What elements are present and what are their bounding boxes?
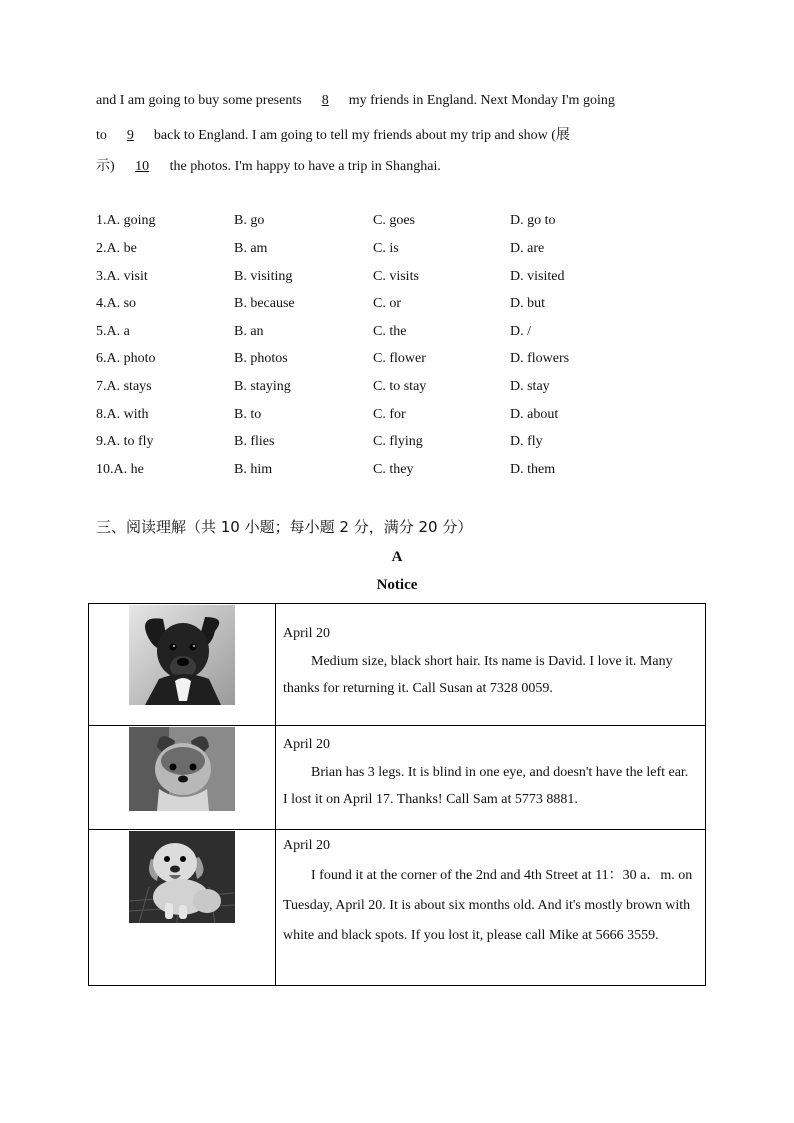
blank-9: 9	[126, 128, 134, 143]
passage-text: my friends in England. Next Monday I'm going	[345, 93, 615, 108]
option-c: C. goes	[373, 213, 415, 228]
option-d: D. visited	[510, 269, 565, 284]
option-a: 9.A. to fly	[96, 434, 154, 449]
passage-text: and I am going to buy some presents	[96, 93, 306, 108]
option-a: 10.A. he	[96, 462, 144, 477]
option-row	[96, 379, 656, 399]
option-a: 7.A. stays	[96, 379, 152, 394]
option-b: B. visiting	[234, 269, 293, 284]
option-d: D. flowers	[510, 351, 570, 366]
option-b: B. am	[234, 241, 268, 256]
option-d: D. them	[510, 462, 556, 477]
option-row	[96, 324, 656, 344]
option-d: D. go to	[510, 213, 556, 228]
option-row	[96, 213, 656, 233]
option-row	[96, 269, 656, 289]
notice-cell	[276, 604, 706, 726]
option-d: D. are	[510, 241, 545, 256]
option-row	[96, 296, 656, 316]
option-c: C. flower	[373, 351, 426, 366]
photo-cell	[89, 726, 276, 830]
option-a: 6.A. photo	[96, 351, 156, 366]
notice-cell	[276, 726, 706, 830]
option-a: 3.A. visit	[96, 269, 148, 284]
notice-text: Medium size, black short hair. Its name is David. I love it. Many thanks for returning it. Call Susan at 7328 0059.	[283, 653, 673, 696]
passage-text: back to England. I am going to tell my friends about my trip and show (展	[150, 128, 570, 143]
section-title: 三、阅读理解（共 10 小题；每小题 2 分，满分 20 分）	[96, 518, 473, 536]
option-b: B. to	[234, 407, 262, 422]
table-row	[89, 726, 706, 830]
option-d: D. about	[510, 407, 559, 422]
option-d: D. fly	[510, 434, 543, 449]
option-c: C. the	[373, 324, 407, 339]
photo-cell	[89, 604, 276, 726]
option-b: B. go	[234, 213, 265, 228]
table-row	[89, 830, 706, 986]
part-label: A	[391, 549, 403, 565]
option-c: C. flying	[373, 434, 423, 449]
terrier-photo	[129, 727, 235, 811]
notice-table	[88, 603, 706, 986]
option-row	[96, 407, 656, 427]
blank-10: 10	[135, 159, 150, 174]
notice-cell	[276, 830, 706, 986]
option-a: 8.A. with	[96, 407, 149, 422]
option-a: 5.A. a	[96, 324, 130, 339]
notice-date: April 20	[283, 737, 331, 752]
option-b: B. staying	[234, 379, 291, 394]
table-row	[89, 604, 706, 726]
option-row	[96, 351, 656, 371]
option-b: B. an	[234, 324, 264, 339]
passage-line-1	[96, 93, 615, 109]
option-c: C. is	[373, 241, 399, 256]
option-a: 4.A. so	[96, 296, 137, 311]
black-dog-photo	[129, 605, 235, 705]
option-b: B. photos	[234, 351, 288, 366]
passage-line-2	[96, 124, 570, 144]
blank-8: 8	[321, 93, 329, 108]
photo-cell	[89, 830, 276, 986]
option-c: C. to stay	[373, 379, 427, 394]
notice-date: April 20	[283, 626, 331, 641]
passage-text: 示)	[96, 159, 119, 174]
option-a: 1.A. going	[96, 213, 156, 228]
notice-heading: Notice	[376, 577, 418, 593]
option-c: C. they	[373, 462, 414, 477]
option-c: C. for	[373, 407, 406, 422]
option-row	[96, 241, 656, 261]
option-b: B. because	[234, 296, 295, 311]
notice-text: Brian has 3 legs. It is blind in one eye, and doesn't have the left ear. I lost it on April 17. Thanks! Call Sam at 5773 8881.	[283, 764, 689, 807]
option-d: D. but	[510, 296, 545, 311]
option-a: 2.A. be	[96, 241, 137, 256]
option-row	[96, 434, 656, 454]
option-b: B. flies	[234, 434, 275, 449]
passage-text: the photos. I'm happy to have a trip in Shanghai.	[166, 159, 441, 174]
option-c: C. or	[373, 296, 401, 311]
puppy-photo	[129, 831, 235, 923]
option-row	[96, 462, 656, 482]
option-d: D. /	[510, 324, 531, 339]
passage-text: to	[96, 128, 111, 143]
notice-date: April 20	[283, 838, 331, 853]
option-d: D. stay	[510, 379, 550, 394]
option-b: B. him	[234, 462, 273, 477]
notice-text: I found it at the corner of the 2nd and 4th Street at 11：30 a．m. on Tuesday, April 20. It is about six months old. And it's mostly brown with white and black spots. If you lost it, please call Mike at 5666 3559.	[283, 868, 693, 943]
passage-line-3	[96, 155, 441, 175]
option-c: C. visits	[373, 269, 419, 284]
